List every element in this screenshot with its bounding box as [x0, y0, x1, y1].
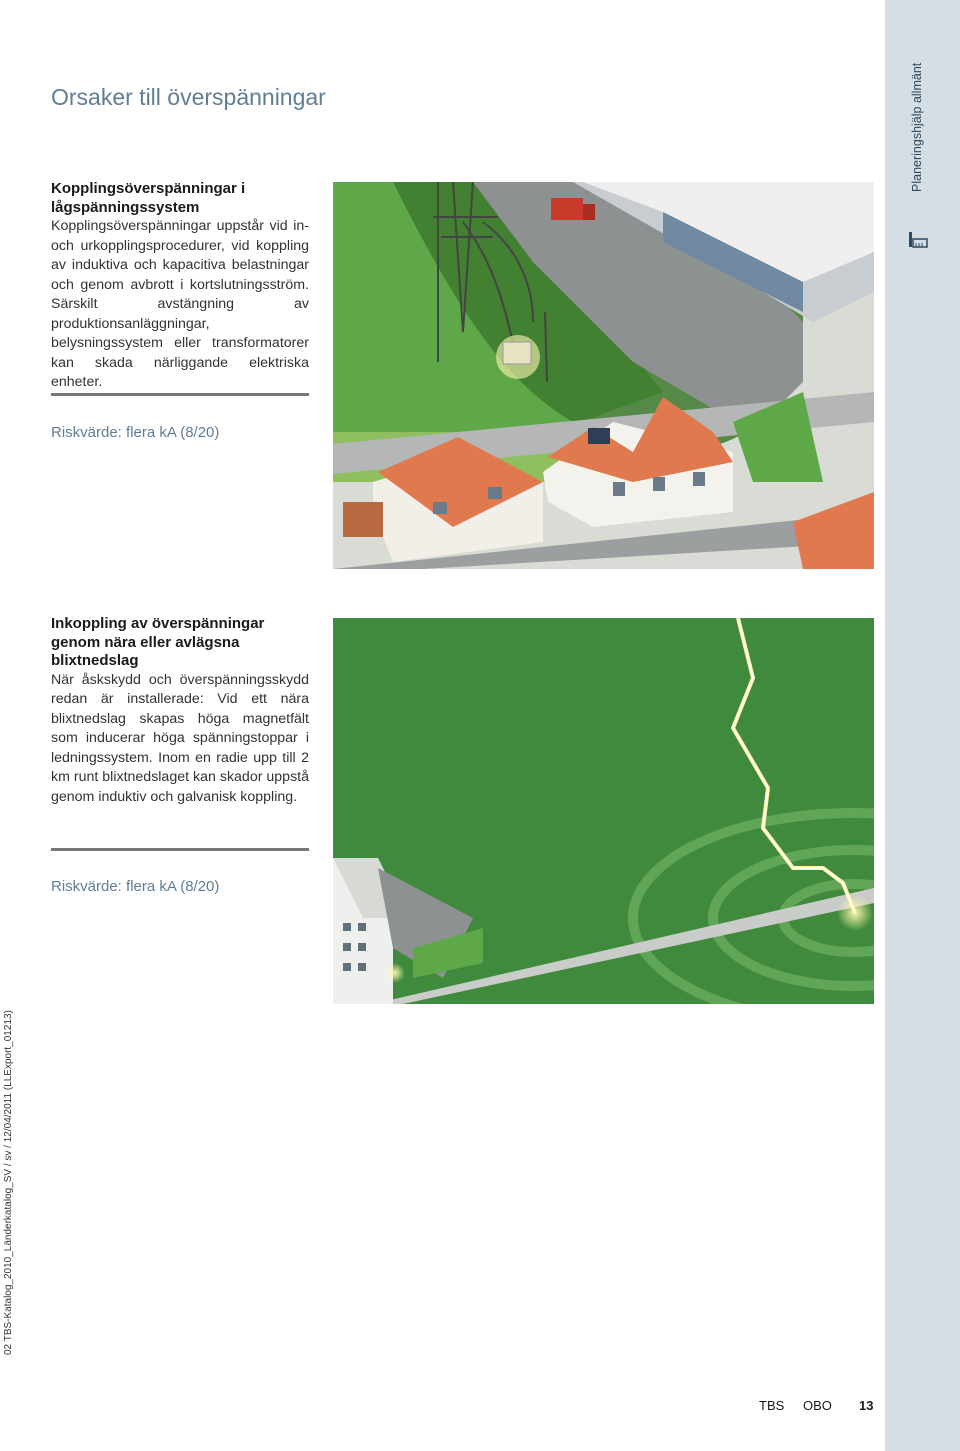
side-tab-strip [885, 0, 960, 1451]
section-heading: Kopplingsöverspänningar i lågspänningssystem [51, 180, 246, 216]
measuring-tool-icon [907, 230, 929, 257]
section-switching-overvoltage [51, 180, 309, 393]
section-divider [51, 848, 309, 851]
page-number: 13 [859, 1398, 874, 1413]
risk-value: Riskvärde: flera kA (8/20) [51, 424, 220, 441]
footer-brand-tbs: TBS [759, 1398, 785, 1413]
document-reference: 02 TBS-Katalog_2010_Länderkatalog_SV / sv / 12/04/2011 (LLExport_01213) [3, 1010, 14, 1355]
illustration-lightning-strike [333, 618, 874, 1004]
risk-value: Riskvärde: flera kA (8/20) [51, 878, 220, 895]
footer-brand-obo: OBO [803, 1398, 832, 1413]
section-body: Kopplingsöverspänningar uppstår vid in- och urkopplingsprocedurer, vid koppling av induktiva och kapacitiva belastningar och genom avbrott i kortslutningsström. Särskilt avstängning av produktionsanläggningar, belysningssystem eller transformatorer kan skada närliggande elektriska enheter. [51, 218, 309, 390]
section-lightning-coupling [51, 615, 309, 807]
page-title: Orsaker till överspänningar [51, 84, 326, 110]
illustration-switching-overvoltage [333, 182, 874, 569]
section-divider [51, 393, 309, 396]
side-tab-label: Planeringshjälp allmänt [910, 62, 924, 192]
section-heading: Inkoppling av överspänningar genom nära eller avlägsna blixtnedslag [51, 615, 265, 669]
section-body: När åskskydd och överspänningsskydd redan är installerade: Vid ett nära blixtnedslag skapas höga magnetfält som inducerar höga spänningstoppar i ledningssystem. Inom en radie upp till 2 km runt blixtnedslaget kan skador uppstå genom induktiv och galvanisk koppling. [51, 671, 309, 805]
